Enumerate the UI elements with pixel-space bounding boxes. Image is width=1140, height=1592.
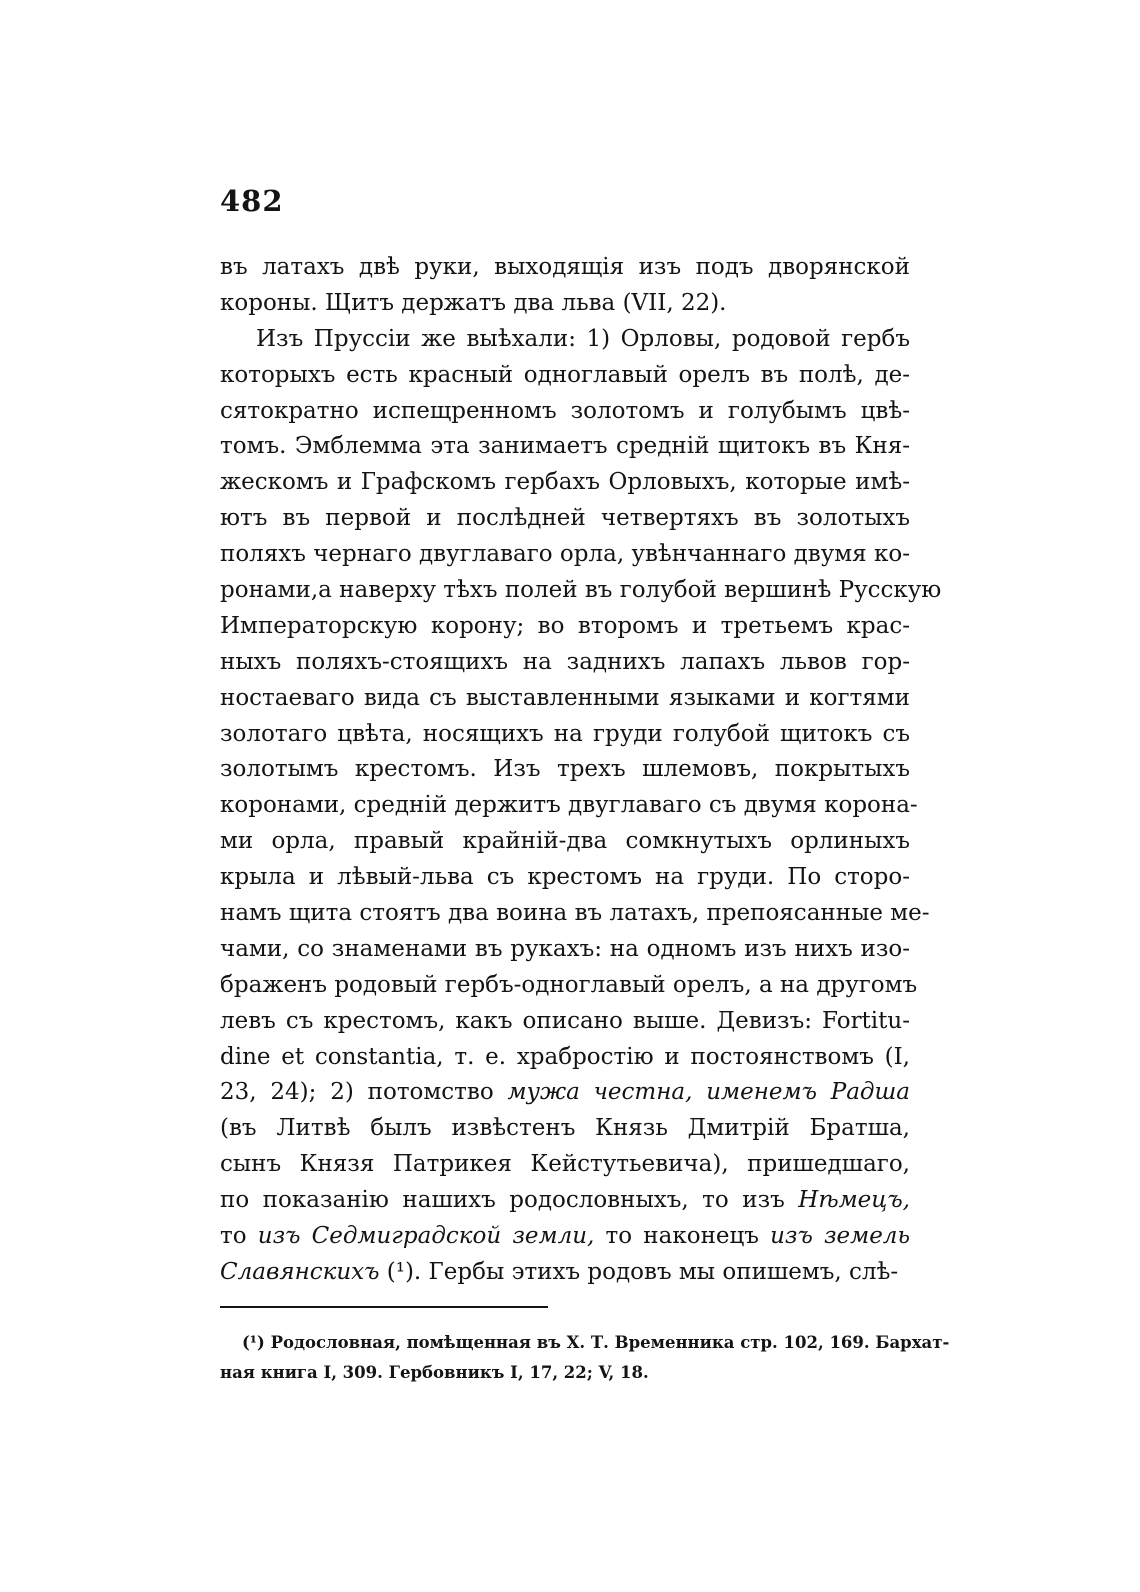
text-line: крыла и лѣвый-льва съ крестомъ на груди. По сторо- [220,864,910,891]
page-number: 482 [220,184,284,218]
text-line: въ латахъ двѣ руки, выходящія изъ подъ дворянской [220,254,910,280]
text-segment: то наконецъ [594,1223,771,1250]
text-line: томъ. Эмблемма эта занимаетъ средній щитокъ въ Кня- [220,433,910,460]
italic-segment: Славянскихъ [220,1258,380,1285]
text-line: поляхъ чернаго двуглаваго орла, увѣнчаннаго двумя ко- [220,541,910,568]
text-line: чами, со знаменами въ рукахъ: на одномъ изъ нихъ изо- [220,935,910,962]
text-line [220,1219,910,1255]
text-line: браженъ родовый гербъ-одноглавый орелъ, а на другомъ [220,971,918,998]
text-line: ми орла, правый крайній-два сомкнутыхъ орлиныхъ [220,828,910,855]
text-line: Изъ Пруссіи же выѣхали: 1) Орловы, родовой гербъ [256,325,910,352]
text-segment: по показанію нашихъ родословныхъ, то изъ [220,1187,799,1214]
text-line: жескомъ и Графскомъ гербахъ Орловыхъ, которые имѣ- [220,469,910,496]
text-line: которыхъ есть красный одноглавый орелъ въ полѣ, де- [220,361,910,388]
italic-segment: Нѣмецъ, [798,1187,910,1214]
text-line [220,1255,910,1291]
text-line: ронами,а наверху тѣхъ полей въ голубой вершинѣ Русскую [220,577,942,604]
text-line: золотымъ крестомъ. Изъ трехъ шлемовъ, покрытыхъ [220,756,910,783]
text-line: коронами, средній держитъ двуглаваго съ двумя корона- [220,792,918,819]
footnote-divider [220,1306,548,1308]
text-segment: (¹). Гербы этихъ родовъ мы опишемъ, слѣ- [379,1258,899,1285]
text-line: левъ съ крестомъ, какъ описано выше. Девизъ: Fortitu- [220,1007,910,1034]
text-line: Императорскую корону; во второмъ и третьемъ крас- [220,612,910,639]
text-line: сятократно испещренномъ золотомъ и голубымъ цвѣ- [220,397,910,424]
italic-segment: изъ Седмиградской земли, [257,1223,595,1250]
text-line: ютъ въ первой и послѣдней четвертяхъ въ золотыхъ [220,505,910,532]
text-line [220,1075,910,1111]
text-line: ностаеваго вида съ выставленными языками и когтями [220,684,910,711]
text-line: (въ Литвѣ былъ извѣстенъ Князь Дмитрій Братша, [220,1115,910,1142]
text-line: короны. Щитъ держатъ два льва (VII, 22). [220,289,727,316]
text-line: золотаго цвѣта, носящихъ на груди голубой щитокъ съ [220,720,910,747]
footnote-line: (¹) Родословная, помѣщенная въ Х. Т. Временника стр. 102, 169. Бархат- [242,1333,950,1352]
text-line [220,1183,910,1219]
text-segment: то [220,1223,258,1250]
text-segment: 23, 24); 2) потомство [220,1079,508,1106]
italic-segment: мужа честна, именемъ Радша [507,1079,910,1106]
text-line: сынъ Князя Патрикея Кейстутьевича), пришедшаго, [220,1151,910,1178]
text-line: dine et constantia, т. е. храбростію и постоянствомъ (I, [220,1043,910,1070]
text-line: ныхъ поляхъ-стоящихъ на заднихъ лапахъ львов гор- [220,648,910,675]
body-text [220,250,942,1291]
text-line: намъ щита стоятъ два воина въ латахъ, препоясанные ме- [220,900,930,927]
footnote-line: ная книга I, 309. Гербовникъ I, 17, 22; V, 18. [220,1363,649,1382]
italic-segment: изъ земель [770,1223,910,1250]
footnote [220,1328,950,1388]
